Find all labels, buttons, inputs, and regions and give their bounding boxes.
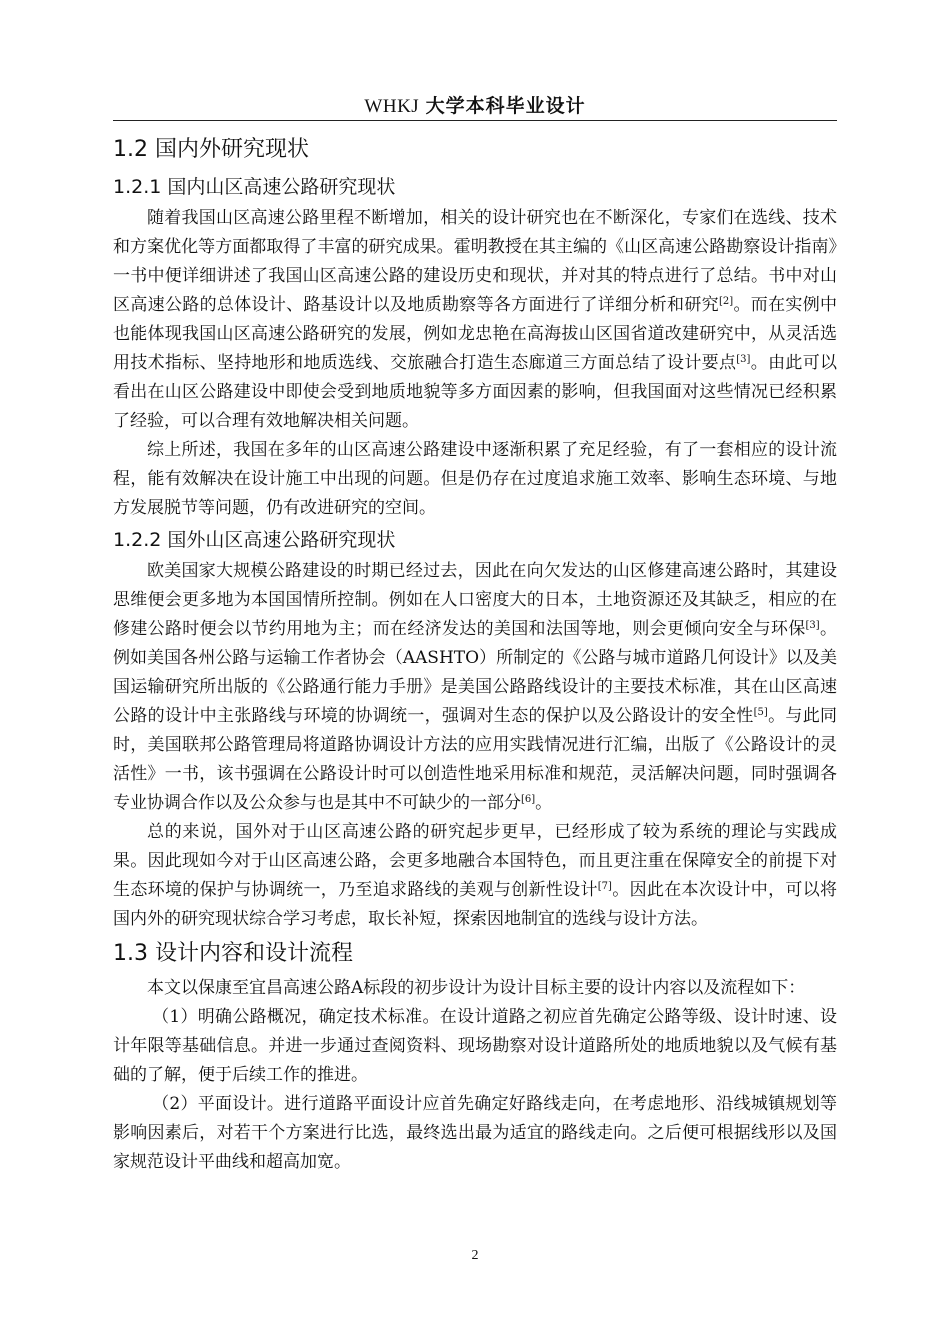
section-heading-1-2: 1.2 国内外研究现状: [113, 137, 309, 162]
list-item: （2）平面设计。进行道路平面设计应首先确定好路线走向，在考虑地形、沿线城镇规划等影响因素后，对若干个方案进行比选，最终选出最为适宜的路线走向。之后便可根据线形以及国家规范设计平曲线和超高加宽。: [113, 1094, 837, 1172]
text-run: 。因此在本次设计中，可以将国内外的研究现状综合学习考虑，取长补短，探索因地制宜的选线与设计方法。: [113, 880, 838, 929]
citation: [5]: [753, 707, 768, 718]
text-run: 随着我国山区高速公路里程不断增加，相关的设计研究也在不断深化，专家们在选线、技术和方案优化等方面都取得了丰富的研究成果。霍明教授在其主编的《山区高速公路勘察设计指南》一书中便详细讲述了我国山区高速公路的建设历史和现状，并对其的特点进行了总结。书中对山区高速公路的总体设计、路基设计以及地质勘察等各方面进行了详细分析和研究: [113, 208, 837, 315]
list-item: （1）明确公路概况，确定技术标准。在设计道路之初应首先确定公路等级、设计时速、设计年限等基础信息。并进一步通过查阅资料、现场勘察对设计道路所处的地质地貌以及气候有基础的了解，便于后续工作的推进。: [113, 1007, 837, 1085]
citation: [2]: [718, 296, 734, 307]
page-number: 2: [471, 1248, 479, 1263]
page-header: [113, 90, 837, 121]
paragraph: [113, 204, 837, 436]
text-run: 欧美国家大规模公路建设的时期已经过去，因此在向欠发达的山区修建高速公路时，其建设思维便会更多地为本国国情所控制。例如在人口密度大的日本，土地资源还及其缺乏，相应的在修建公路时便会以节约用地为主；而在经济发达的美国和法国等地，则会更倾向安全与环保: [113, 561, 837, 639]
paragraph: 综上所述，我国在多年的山区高速公路建设中逐渐积累了充足经验，有了一套相应的设计流程，能有效解决在设计施工中出现的问题。但是仍存在过度追求施工效率、影响生态环境、与地方发展脱节等问题，仍有改进研究的空间。: [113, 440, 837, 518]
header-title: 大学本科毕业设计: [425, 95, 586, 117]
header-code: WHKJ: [364, 96, 420, 117]
citation: [6]: [521, 794, 536, 805]
text-run: 。: [535, 793, 553, 813]
citation: [3]: [805, 620, 820, 631]
text-run: 。由此可以看出在山区公路建设中即使会受到地质地貌等多方面因素的影响，但我国面对这些情况已经积累了经验，可以合理有效地解决相关问题。: [113, 353, 838, 431]
section-heading-1-2-2: 1.2.2 国外山区高速公路研究现状: [113, 529, 396, 551]
paragraph: [113, 557, 837, 818]
section-heading-1-3: 1.3 设计内容和设计流程: [113, 941, 353, 966]
text-run: 。例如美国各州公路与运输工作者协会（AASHTO）所制定的《公路与城市道路几何设计》以及美国运输研究所出版的《公路通行能力手册》是美国公路路线设计的主要技术标准，其在山区高速公路的设计中主张路线与环境的协调统一，强调对生态的保护以及公路设计的安全性: [113, 619, 838, 726]
citation: [7]: [597, 881, 612, 892]
text-run: 。而在实例中也能体现我国山区高速公路研究的发展，例如龙忠艳在高海拔山区国省道改建研究中，从灵活选用技术指标、坚持地形和地质选线、交旅融合打造生态廊道三方面总结了设计要点: [113, 295, 838, 373]
paragraph: 本文以保康至宜昌高速公路A标段的初步设计为设计目标主要的设计内容以及流程如下：: [147, 978, 806, 998]
paragraph: [113, 818, 837, 934]
document-body: [113, 130, 837, 1177]
text-run: 。与此同时，美国联邦公路管理局将道路协调设计方法的应用实践情况进行汇编，出版了《公路设计的灵活性》一书，该书强调在公路设计时可以创造性地采用标准和规范，灵活解决问题，同时强调各专业协调合作以及公众参与也是其中不可缺少的一部分: [113, 706, 838, 813]
citation: [3]: [736, 354, 751, 365]
text-run: 总的来说，国外对于山区高速公路的研究起步更早，已经形成了较为系统的理论与实践成果。因此现如今对于山区高速公路，会更多地融合本国特色，而且更注重在保障安全的前提下对生态环境的保护与协调统一，乃至追求路线的美观与创新性设计: [113, 822, 837, 900]
section-heading-1-2-1: 1.2.1 国内山区高速公路研究现状: [113, 176, 396, 198]
